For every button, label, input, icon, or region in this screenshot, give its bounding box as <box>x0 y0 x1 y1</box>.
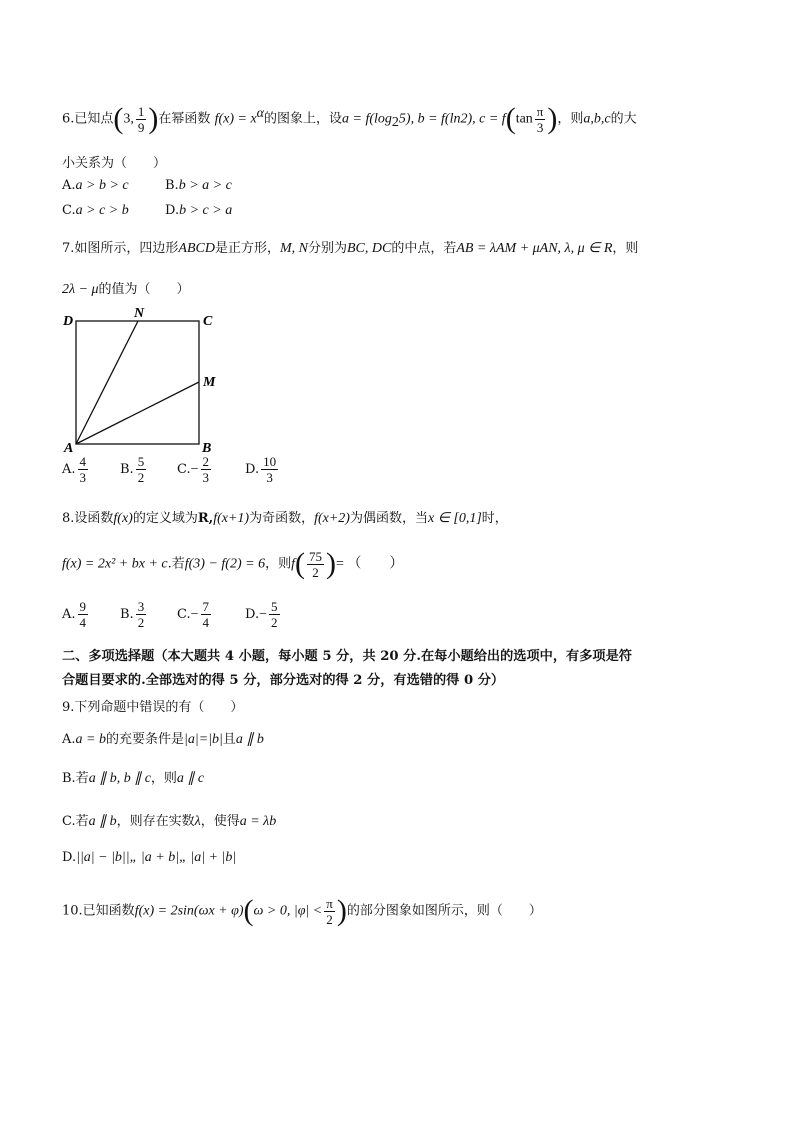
q6-option-d[interactable]: D.b > c > a <box>165 203 233 218</box>
right-paren-2: ) <box>547 102 558 135</box>
q6-pi-over-3: $\frac{\pi}{3}$ <box>536 103 544 135</box>
right-paren: ) <box>148 102 159 135</box>
q6-text-e: 的大 <box>610 111 637 127</box>
q7-option-b[interactable]: B. $\frac{5}{2}$ <box>120 454 145 485</box>
q7-option-a[interactable]: A. $\frac{4}{3}$ <box>62 454 87 485</box>
q9-option-c[interactable]: C.若a ∥ b，则存在实数λ，使得a = λb <box>62 814 277 829</box>
q6-text-d: ，则 <box>557 111 584 127</box>
q7-bcdc: BC, DC <box>347 241 392 256</box>
q7-square-figure <box>60 306 240 456</box>
q7-vector-eq: AB = λAM + μAN, λ, μ ∈ R <box>456 241 613 256</box>
q8-stem-line1: 8.设函数f(x)的定义域为R,f(x+1)为奇函数，f(x+2)为偶函数，当x ∈ [0,1]时， <box>62 511 508 526</box>
label-A: A <box>64 441 74 456</box>
q8-stem-line2: f(x) = 2x² + bx + c.若f(3) − f(2) = 6，则f( $\frac{75}{2}$ )= （ ） <box>62 547 404 580</box>
q6-stem-line1 <box>62 104 637 134</box>
label-M: M <box>203 375 216 390</box>
q6-point-x: 3, <box>123 111 134 127</box>
q9-stem: 9.下列命题中错误的有（ ） <box>62 700 244 715</box>
q6-power-func: f(x) = x <box>214 111 257 127</box>
left-paren-2: ( <box>505 102 516 135</box>
q6-option-a[interactable]: A.a > b > c <box>62 178 129 193</box>
q6-exponent: α <box>256 106 265 122</box>
q8-option-c[interactable]: C.− $\frac{7}{4}$ <box>177 599 210 630</box>
label-B: B <box>202 441 212 456</box>
q6-log-base: 2 <box>391 115 399 131</box>
q6-a-def: a = f(log <box>342 111 392 127</box>
section2-heading-line1: 二、多项选择题（本大题共 4 小题，每小题 5 分，共 20 分.在每小题给出的选项中，有多项是符 <box>62 649 632 664</box>
q8-option-b[interactable]: B. $\frac{3}{2}$ <box>120 599 145 630</box>
q6-option-b[interactable]: B.b > a > c <box>165 178 232 193</box>
q6-option-c[interactable]: C.a > c > b <box>62 203 129 218</box>
q9-option-a[interactable]: A.a = b的充要条件是|a|=|b|且a ∥ b <box>62 732 264 747</box>
label-C: C <box>203 314 213 329</box>
q7-stem-line2: 2λ − μ的值为（ ） <box>62 282 190 297</box>
left-paren: ( <box>113 102 124 135</box>
q10-stem: 10.已知函数f(x) = 2sin(ωx + φ)(ω > 0, |φ| < $\frac{\pi}{2}$ )的部分图象如图所示，则（ ） <box>62 894 542 927</box>
q6-tan: tan <box>515 111 533 127</box>
label-D: D <box>63 314 74 329</box>
q8-option-a[interactable]: A. $\frac{9}{4}$ <box>62 599 87 630</box>
q6-point-y-frac: $\frac{1}{9}$ <box>137 103 145 135</box>
q9-option-b[interactable]: B.若a ∥ b, b ∥ c，则a ∥ c <box>62 771 205 786</box>
q6-text-c: 的图象上，设 <box>264 111 343 127</box>
q6-vars: a,b,c <box>583 111 611 127</box>
q6-stem-line2: 小关系为（ ） <box>62 156 167 171</box>
q6-a-def2: 5), b = f(ln2), c = f <box>398 111 506 127</box>
q7-expression: 2λ − μ <box>62 282 99 297</box>
q6-text-b: 在幂函数 <box>158 111 211 127</box>
q7-abcd: ABCD <box>178 241 215 256</box>
q8-option-d[interactable]: D.− $\frac{5}{2}$ <box>245 599 278 630</box>
q7-option-c[interactable]: C.− $\frac{2}{3}$ <box>177 454 210 485</box>
q7-option-d[interactable]: D. $\frac{10}{3}$ <box>245 454 277 485</box>
q6-text-a: 6.已知点 <box>62 111 114 127</box>
q7-stem-line1: 7.如图所示，四边形ABCD是正方形，M, N分别为BC, DC的中点，若AB = λAM + μAN, λ, μ ∈ R，则 <box>62 241 639 256</box>
section2-heading-line2: 合题目要求的.全部选对的得 5 分，部分选对的得 2 分，有选错的得 0 分） <box>62 673 505 688</box>
q7-mn: M, N <box>279 241 308 256</box>
q9-option-d[interactable]: D.||a| − |b||„ |a + b|„ |a| + |b| <box>62 850 237 865</box>
label-N: N <box>134 306 145 321</box>
